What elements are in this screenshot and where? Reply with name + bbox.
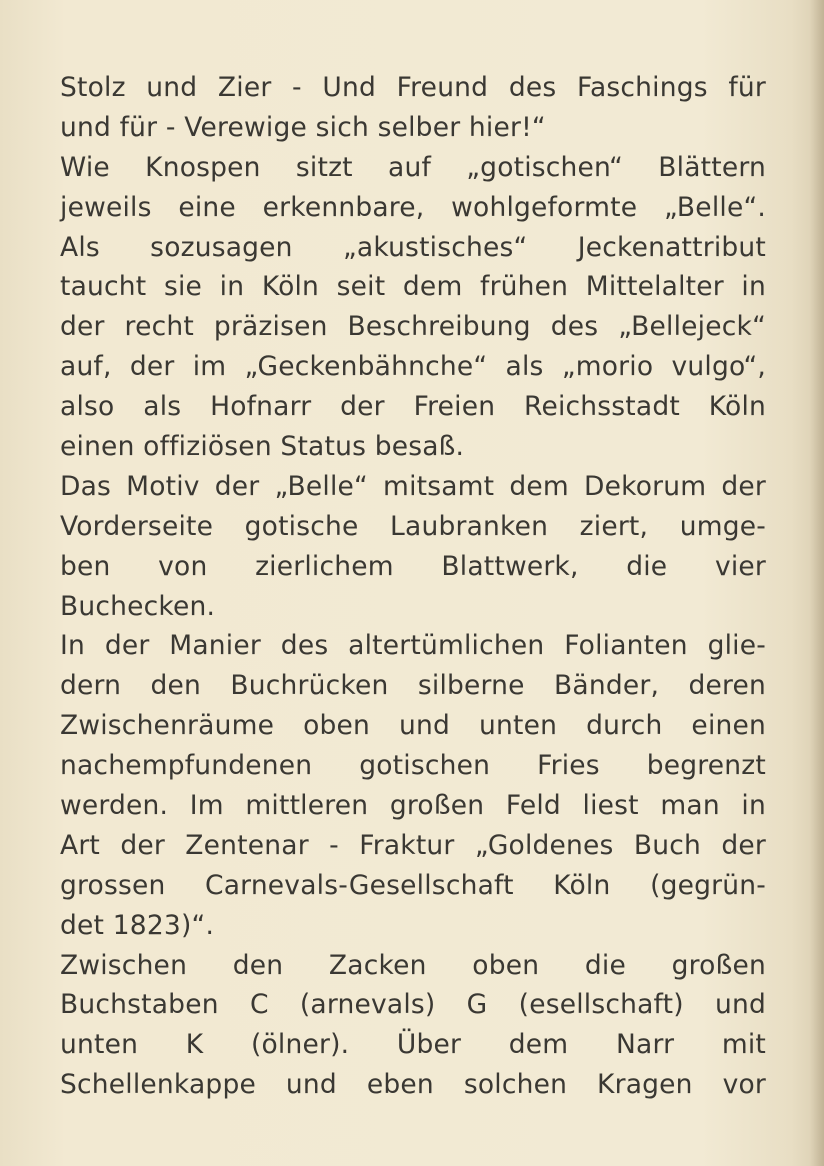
text-line: nachempfundenen gotischen Fries begrenzt [60, 750, 766, 782]
text-line: der recht präzisen Beschreibung des „Bellejeck“ [60, 311, 766, 343]
text-line: Zwischenräume oben und unten durch einen [60, 710, 766, 742]
text-line: In der Manier des altertümlichen Folianten glie- [60, 630, 766, 662]
text-line: also als Hofnarr der Freien Reichsstadt Köln [60, 391, 766, 423]
text-line: Buchecken. [60, 590, 216, 622]
text-line: werden. Im mittleren großen Feld liest man in [60, 790, 766, 822]
body-text [60, 68, 766, 1105]
text-line: Vorderseite gotische Laubranken ziert, umge- [60, 510, 766, 542]
text-line: Das Motiv der „Belle“ mitsamt dem Dekorum der [60, 470, 766, 502]
text-line: dern den Buchrücken silberne Bänder, deren [60, 670, 766, 702]
text-line: Buchstaben C (arnevals) G (esellschaft) und [60, 989, 766, 1021]
text-line: Zwischen den Zacken oben die großen [60, 949, 766, 981]
text-line: und für - Verewige sich selber hier!“ [60, 111, 546, 143]
text-line: auf, der im „Geckenbähnche“ als „morio vulgo“, [60, 351, 766, 383]
text-line: grossen Carnevals-Gesellschaft Köln (gegrün- [60, 869, 766, 901]
text-line: Schellenkappe und eben solchen Kragen vor [60, 1069, 766, 1101]
text-line: taucht sie in Köln seit dem frühen Mittelalter in [60, 271, 766, 303]
text-line: det 1823)“. [60, 909, 215, 941]
text-line: ben von zierlichem Blattwerk, die vier [60, 550, 766, 582]
page-edge-shadow [810, 0, 824, 1166]
text-line: Stolz und Zier - Und Freund des Faschings für [60, 72, 766, 103]
text-line: einen offiziösen Status besaß. [60, 431, 465, 463]
text-line: unten K (ölner). Über dem Narr mit [60, 1029, 766, 1061]
text-line: Als sozusagen „akustisches“ Jeckenattribut [60, 231, 766, 263]
text-line: Wie Knospen sitzt auf „gotischen“ Blättern [60, 151, 766, 183]
text-line: jeweils eine erkennbare, wohlgeformte „Belle“. [60, 191, 766, 223]
text-line: Art der Zentenar - Fraktur „Goldenes Buch der [60, 829, 766, 861]
